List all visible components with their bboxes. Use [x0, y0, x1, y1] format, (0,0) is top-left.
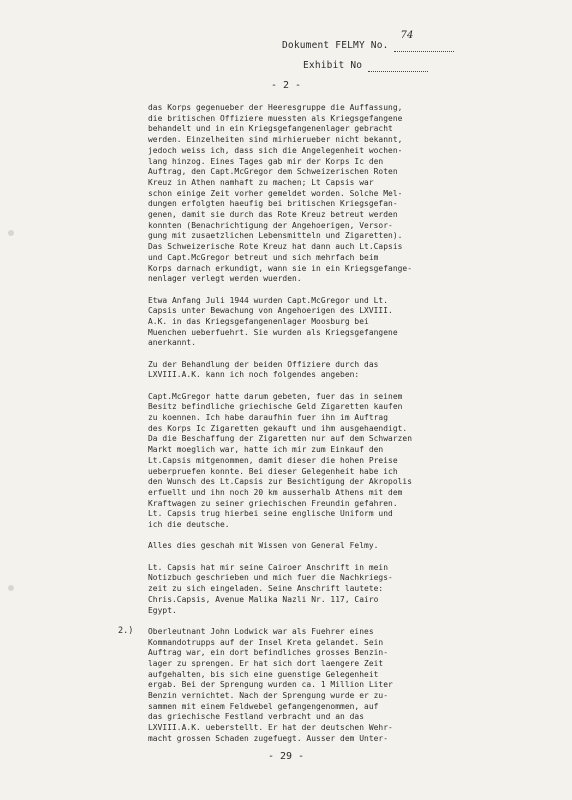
- paragraph: Lt. Capsis hat mir seine Cairoer Anschrift in mein Notizbuch geschrieben und mich fuer die Nachkriegs- zeit zu sich eingeladen. Seine Anschrift lautete: Chris.Capsis, Avenue Malika Nazli Nr. 117, Cairo Egypt.: [148, 562, 393, 615]
- exhibit-number-line: [303, 60, 428, 72]
- document-label: Dokument FELMY No.: [282, 40, 389, 51]
- item-marker: 2.): [118, 626, 134, 636]
- document-number-field: [394, 30, 454, 52]
- paragraph: Zu der Behandlung der beiden Offiziere durch das LXVIII.A.K. kann ich noch folgendes angeben:: [148, 359, 379, 380]
- exhibit-label: Exhibit No: [303, 60, 363, 71]
- paragraph-item-2: Oberleutnant John Lodwick war als Fuehrer eines Kommandotrupps auf der Insel Kreta gelandet. Sein Auftrag war, ein dort befindliches grosses Benzin- lager zu sprengen. Er hat sich dort laengere Zeit aufgehalten, bis sich eine guenstige Gelegenheit ergab. Bei der Sprengung wurden ca. 1 Million Liter Benzin vernichtet. Nach der Sprengung wurde er zu- sammen mit einem Feldwebel gefangengenommen, auf das griechische Festland verbracht und an das LXVIII.A.K. ueberstellt. Er hat der deutschen Wehr- macht grossen Schaden zugefuegt. Ausser dem Unter-: [148, 626, 393, 743]
- body-text: [148, 103, 448, 749]
- exhibit-number-field: [368, 60, 428, 72]
- paragraph: das Korps gegenueber der Heeresgruppe die Auffassung, die britischen Offiziere muessten als Kriegsgefangene behandelt und in ein Kriegsgefangenenlager gebracht werden. Einzelheiten sind mirhierueber nicht bekannt, jedoch weiss ich, dass sich die Angelegenheit wochen- lang hinzog. Eines Tages gab mir der Korps Ic den Auftrag, den Capt.McGregor dem Schweizerischen Roten Kreuz in Athen namhaft zu machen; Lt Capsis war schon einige Zeit vorher gemeldet worden. Solche Mel- dungen erfolgten haeufig bei britischen Kriegsgefan- genen, damit sie durch das Rote Kreuz betreut werden konnten (Benachrichtigung der Angehoerigen, Versor- gung mit zusaetzlichen Lebensmitteln und Zigaretten). Das Schweizerische Rote Kreuz hat dann auch Lt.Capsis und Capt.McGregor betreut und sich mehrfach beim Korps darnach erkundigt, wann sie in ein Kriegsgefange- nenlager verlegt werden wuerden.: [148, 103, 413, 284]
- page-footer-number: - 29 -: [267, 751, 305, 762]
- paragraph: Alles dies geschah mit Wissen von General Felmy.: [148, 541, 379, 551]
- document-number: 74: [400, 30, 414, 41]
- punch-hole: [8, 230, 14, 236]
- page-marker: - 2 -: [270, 80, 302, 91]
- punch-hole: [8, 585, 14, 591]
- paragraph: Capt.McGregor hatte darum gebeten, fuer das in seinem Besitz befindliche griechische Geld Zigaretten kaufen zu koennen. Ich habe daraufhin fuer ihn im Auftrag des Korps Ic Zigaretten gekauft und ihm ausgehaendigt. Da die Beschaffung der Zigaretten nur auf dem Schwarzen Markt moeglich war, hatte ich mir zum Einkauf den Lt.Capsis mitgenommen, damit dieser die hohen Preise ueberpruefen konnte. Bei dieser Gelegenheit habe ich den Wunsch des Lt.Capsis zur Besichtigung der Akropolis erfuellt und ihn noch 20 km ausserhalb Athens mit dem Kraftwagen zu seiner griechischen Freundin gefahren. Lt. Capsis trug hierbei seine englische Uniform und ich die deutsche.: [148, 391, 413, 530]
- document-number-line: [282, 30, 454, 52]
- paragraph: Etwa Anfang Juli 1944 wurden Capt.McGregor und Lt. Capsis unter Bewachung von Angehoerigen des LXVIII. A.K. in das Kriegsgefangenenlager Moosburg bei Muenchen ueberfuehrt. Sie wurden als Kriegsgefangene anerkannt.: [148, 295, 398, 348]
